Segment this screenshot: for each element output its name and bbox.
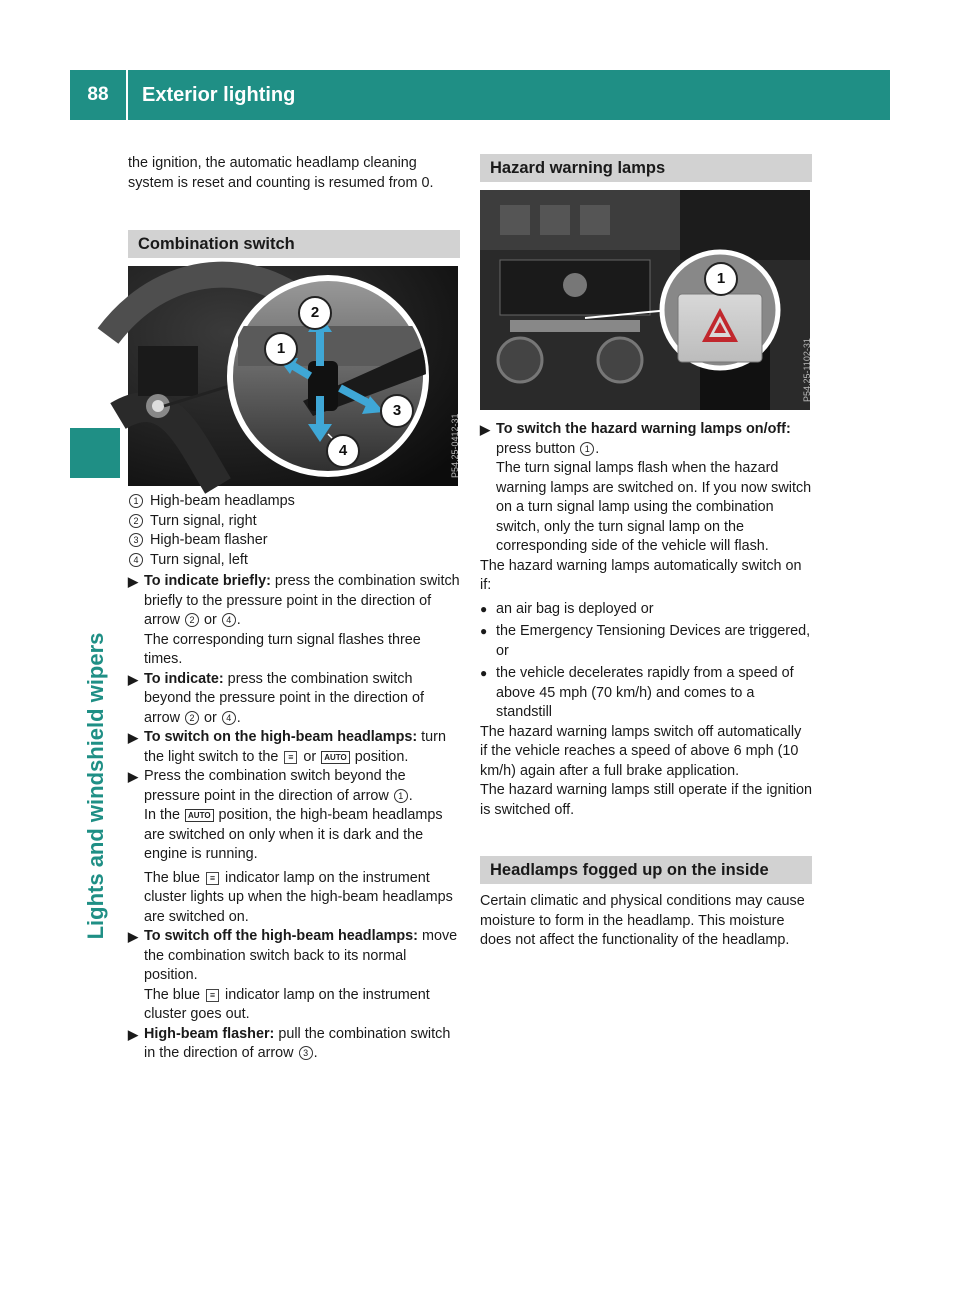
step-label: To switch off the high-beam headlamps: <box>144 928 418 944</box>
bullet-item: ● the Emergency Tensioning Devices are triggered, or <box>480 622 812 661</box>
auto-on-intro: The hazard warning lamps automatically switch on if: <box>480 557 802 593</box>
step-label: To indicate briefly: <box>144 573 271 589</box>
ref-3: 3 <box>299 1046 313 1060</box>
ref-4: 4 <box>222 613 236 627</box>
ref-1: 1 <box>394 789 408 803</box>
section-title-hazard-warning-lamps: Hazard warning lamps <box>480 154 812 182</box>
legend-num: 1 <box>129 494 143 508</box>
step-high-beam-off: ▶ To switch off the high-beam headlamps: move the combination switch back to its normal position. The blue ≡ indicator lamp on the instrument cluster goes out. <box>128 927 460 1025</box>
step-press-beyond: ▶ Press the combination switch beyond the pressure point in the direction of arrow 1 . In the AUTO position, the high-beam headlamps are switched on only when it is dark and the engine is running. The blue ≡ indicator lamp on the instrument cluster lights up when the high-beam headlamps are switched on. <box>128 767 460 927</box>
bullet-icon: ● <box>480 666 488 680</box>
step-high-beam-on: ▶ To switch on the high-beam headlamps: turn the light switch to the ≡ or AUTO position. <box>128 728 460 767</box>
legend-item <box>128 512 460 532</box>
intro-text: the ignition, the automatic headlamp cleaning system is reset and counting is resumed from 0. <box>128 155 434 191</box>
arrow-icon: ▶ <box>480 422 490 437</box>
bullet-icon: ● <box>480 601 488 616</box>
header-divider <box>126 70 128 120</box>
legend-text: Turn signal, right <box>150 512 257 529</box>
legend-item <box>128 551 460 571</box>
step-label: To switch the hazard warning lamps on/off: <box>496 421 791 437</box>
page-header <box>70 70 890 120</box>
hazard-switch-photo <box>480 190 810 410</box>
fogged-text: Certain climatic and physical conditions may cause moisture to form in the headlamp. This moisture does not affect the functionality of the headlamp. <box>480 893 805 948</box>
callout-2: 2 <box>298 296 332 330</box>
hazard-switch-illustration <box>480 190 810 410</box>
auto-off-text: The hazard warning lamps switch off automatically if the vehicle reaches a speed of above 6 mph (10 km/h) again after a full brake application. <box>480 723 802 779</box>
combination-switch-photo <box>128 266 458 486</box>
section-title-combination-switch: Combination switch <box>128 230 460 258</box>
callout-1: 1 <box>264 332 298 366</box>
step-hazard-on-off: ▶ To switch the hazard warning lamps on/off: press button 1 . The turn signal lamps flash when the hazard warning lamps are switched on. If you now switch on a turn signal lamp using the combination switch, only the turn signal lamp on the corresponding side of the vehicle will flash. <box>480 420 812 557</box>
bullet-item: ● an air bag is deployed or <box>480 600 812 620</box>
arrow-icon: ▶ <box>128 671 138 687</box>
high-beam-indicator-icon: ≡ <box>206 872 219 885</box>
photo-code: P54.25-1102-31 <box>802 338 812 402</box>
step-note: The corresponding turn signal flashes three times. <box>144 631 421 667</box>
arrow-icon: ▶ <box>128 574 138 589</box>
ref-2: 2 <box>185 711 199 725</box>
legend-item <box>128 531 460 551</box>
left-column <box>128 154 460 1064</box>
side-tab-marker <box>70 428 120 478</box>
step-indicate: ▶ To indicate: press the combination switch beyond the pressure point in the direction of arrow 2 or 4 . <box>128 670 460 729</box>
page-number: 88 <box>87 84 109 105</box>
low-beam-symbol-icon: ≡ <box>284 751 297 764</box>
arrow-icon: ▶ <box>128 730 138 745</box>
step-indicate-briefly: ▶ To indicate briefly: press the combination switch briefly to the pressure point in the direction of arrow 2 or 4 . The corresponding turn signal flashes three times. <box>128 572 460 670</box>
legend-text: High-beam flasher <box>150 532 268 548</box>
callout-1: 1 <box>704 262 738 296</box>
ref-2: 2 <box>185 613 199 627</box>
photo-code: P54.25-0412-31 <box>450 413 460 478</box>
bullet-item: ● the vehicle decelerates rapidly from a speed of above 45 mph (70 km/h) and comes to a standstill <box>480 664 812 723</box>
callout-4: 4 <box>326 434 360 468</box>
step-note: The turn signal lamps flash when the hazard warning lamps are switched on. If you now switch on a turn signal lamp using the combination switch, only the turn signal lamp on the corresponding side of the vehicle will flash. <box>496 460 812 554</box>
combination-switch-illustration <box>128 266 458 486</box>
arrow-icon: ▶ <box>128 769 138 784</box>
step-high-beam-flasher: ▶ High-beam flasher: pull the combination switch in the direction of arrow 3 . <box>128 1025 460 1064</box>
legend-text: Turn signal, left <box>150 551 248 568</box>
legend-num: 3 <box>129 533 143 547</box>
side-tab-text: Lights and windshield wipers <box>83 632 108 940</box>
bullet-icon: ● <box>480 624 488 638</box>
step-label: To switch on the high-beam headlamps: <box>144 729 418 745</box>
right-column <box>480 154 812 951</box>
auto-symbol-icon: AUTO <box>321 751 350 764</box>
step-label: To indicate: <box>144 670 224 687</box>
legend-num: 4 <box>129 553 143 567</box>
step-label: High-beam flasher: <box>144 1025 275 1042</box>
chapter-title: Exterior lighting <box>142 84 296 106</box>
legend-item <box>128 492 460 512</box>
still-operate-text: The hazard warning lamps still operate if the ignition is switched off. <box>480 782 812 818</box>
legend-text: High-beam headlamps <box>150 493 295 509</box>
legend-list <box>128 492 460 570</box>
legend-num: 2 <box>129 514 143 528</box>
auto-symbol-icon: AUTO <box>185 809 214 822</box>
callout-3: 3 <box>380 394 414 428</box>
ref-4: 4 <box>222 711 236 725</box>
high-beam-indicator-icon: ≡ <box>206 989 219 1002</box>
ref-1: 1 <box>580 442 594 456</box>
arrow-icon: ▶ <box>128 1026 138 1042</box>
section-title-headlamps-fogged: Headlamps fogged up on the inside <box>480 856 812 884</box>
arrow-icon: ▶ <box>128 929 138 944</box>
